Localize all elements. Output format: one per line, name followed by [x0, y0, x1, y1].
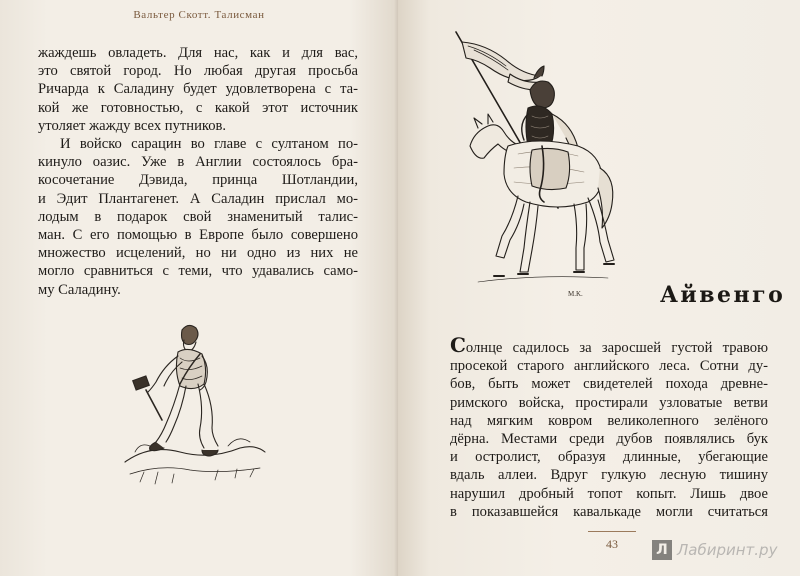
text-line: нарушил дробный топот копыт. Лишь двое: [450, 485, 768, 502]
left-body-text: [38, 44, 358, 299]
text-line-content: олнце садилось за заросшей густой травою: [465, 340, 768, 356]
drop-cap: С: [450, 333, 466, 357]
text-line: косочетание Дэвида, принца Шотландии,: [38, 172, 358, 189]
text-line: му Саладину.: [38, 281, 121, 298]
text-line: могло сравниться с теми, что удавались само-: [38, 263, 358, 280]
text-line: кинуло оазис. Уже в Англии состоялось бра-: [38, 154, 358, 171]
text-line: в показавшейся кавалькаде могли считаться: [450, 503, 768, 520]
text-line: это святой город. Но любая другая просьба: [38, 63, 358, 80]
illustration-signature: M.K.: [568, 290, 583, 298]
folio-rule: [588, 531, 636, 532]
text-line: жаждешь овладеть. Для нас, как и для вас,: [38, 45, 358, 61]
chapter-title: Айвенго: [660, 282, 786, 308]
watermark-text: Лабиринт.ру: [677, 541, 778, 559]
text-line: И войско сарацин во главе с султаном по-: [60, 136, 358, 153]
left-page: [0, 0, 398, 576]
text-line: над мягким ковром великолепного зелёного: [450, 412, 768, 429]
text-line: ман. С его помощью в Европе было совершено: [38, 227, 358, 244]
left-paragraph-1: [38, 44, 358, 135]
text-line: дёрна. Местами среди дубов появлялись бук: [450, 431, 768, 448]
text-line: лодым в подарок свой знаменитый талис-: [38, 208, 358, 225]
left-paragraph-2: [38, 135, 358, 299]
text-line: [450, 333, 768, 357]
running-head: Вальтер Скотт. Талисман: [133, 9, 265, 21]
knight-illustration: [448, 28, 623, 308]
text-line: римского войска, простирали узловатые ветви: [450, 394, 768, 411]
text-line: вдаль аллеи. Вдруг гулкую лесную тишину: [450, 467, 768, 484]
text-line: просекой старого английского леса. Сотни ду-: [450, 358, 768, 375]
wanderer-illustration: [120, 312, 270, 497]
page-number: 43: [606, 537, 618, 551]
text-line: множество исцелений, но ни одно из них не: [38, 245, 358, 262]
text-line: и остролист, образуя длинные, убегающие: [450, 449, 768, 466]
text-line: утоляет жажду всех путников.: [38, 117, 227, 134]
watermark: [652, 540, 777, 560]
text-line: бов, быть может свидетелей похода древне-: [450, 376, 768, 393]
text-line: Ричарда к Саладину будет удовлетворена с та-: [38, 81, 358, 98]
right-page: [398, 0, 800, 576]
labirint-logo-icon: Л: [652, 540, 672, 560]
right-body-text: [450, 333, 768, 521]
text-line: и Эдит Плантагенет. А Саладин прислал мо-: [38, 190, 358, 207]
text-line: кой же готовностью, с какой этот источник: [38, 99, 358, 116]
